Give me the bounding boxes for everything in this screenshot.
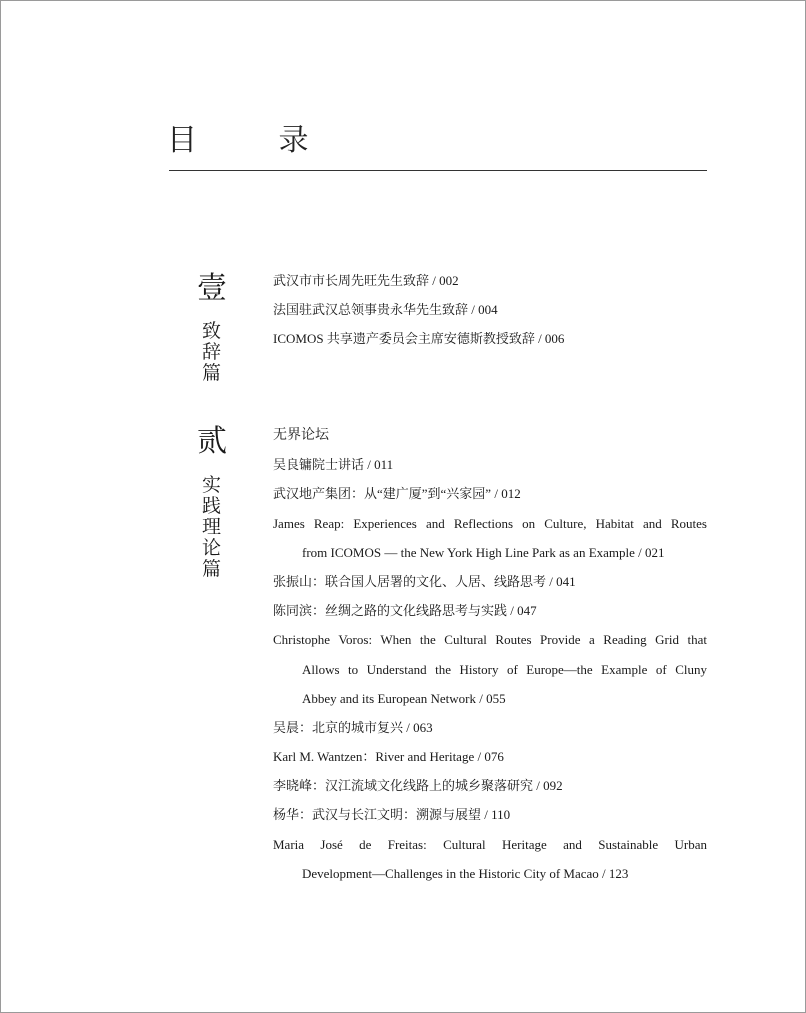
section-name-char: 实 [202, 474, 222, 496]
page-title: 目 录 [167, 123, 345, 158]
toc-entry-continuation[interactable]: Allows to Understand the History of Europe—the Example of Cluny [302, 661, 707, 677]
section-name-char: 践 [202, 495, 222, 517]
toc-entry[interactable]: 武汉地产集团：从“建广厦”到“兴家园” / 012 [273, 486, 521, 502]
toc-entry[interactable]: Karl M. Wantzen：River and Heritage / 076 [273, 749, 504, 765]
section-1-entries [273, 266, 707, 354]
toc-entry[interactable]: James Reap: Experiences and Reflections on Culture, Habitat and Routes [273, 515, 707, 531]
section-name-2 [202, 475, 221, 580]
toc-entry[interactable]: Christophe Voros: When the Cultural Routes Provide a Reading Grid that [273, 632, 707, 648]
section-number-2: 贰 [197, 424, 227, 459]
section-2-entries [273, 421, 707, 888]
toc-subheading: 无界论坛 [273, 428, 329, 443]
title-divider [169, 170, 707, 171]
toc-entry[interactable]: Maria José de Freitas: Cultural Heritage and Sustainable Urban [273, 836, 707, 852]
toc-entry[interactable]: 吴晨：北京的城市复兴 / 063 [273, 719, 433, 735]
toc-entry[interactable]: 李晓峰：汉江流域文化线路上的城乡聚落研究 / 092 [273, 778, 563, 794]
toc-entry[interactable]: 武汉市市长周先旺先生致辞 / 002 [273, 273, 459, 288]
section-name-1 [202, 321, 221, 384]
section-name-char: 理 [202, 516, 222, 538]
section-name-char: 篇 [202, 362, 222, 384]
section-name-char: 论 [202, 537, 222, 559]
toc-entry[interactable]: 法国驻武汉总领事贵永华先生致辞 / 004 [273, 302, 498, 318]
toc-entry[interactable]: ICOMOS 共享遗产委员会主席安德斯教授致辞 / 006 [273, 331, 565, 347]
toc-entry[interactable]: 杨华：武汉与长江文明：溯源与展望 / 110 [273, 807, 511, 823]
section-name-char: 辞 [202, 341, 222, 363]
toc-entry-continuation[interactable]: from ICOMOS — the New York High Line Park as an Example / 021 [302, 544, 665, 560]
toc-entry[interactable]: 陈同滨：丝绸之路的文化线路思考与实践 / 047 [273, 603, 537, 619]
toc-entry-continuation[interactable]: Development—Challenges in the Historic City of Macao / 123 [302, 865, 629, 881]
section-name-char: 致 [202, 320, 222, 342]
section-name-char: 篇 [202, 558, 222, 580]
toc-entry-continuation[interactable]: Abbey and its European Network / 055 [302, 690, 506, 706]
toc-entry[interactable]: 张振山：联合国人居署的文化、人居、线路思考 / 041 [273, 573, 576, 589]
section-number-1: 壹 [197, 271, 227, 306]
toc-entry[interactable]: 吴良镛院士讲话 / 011 [273, 457, 394, 473]
